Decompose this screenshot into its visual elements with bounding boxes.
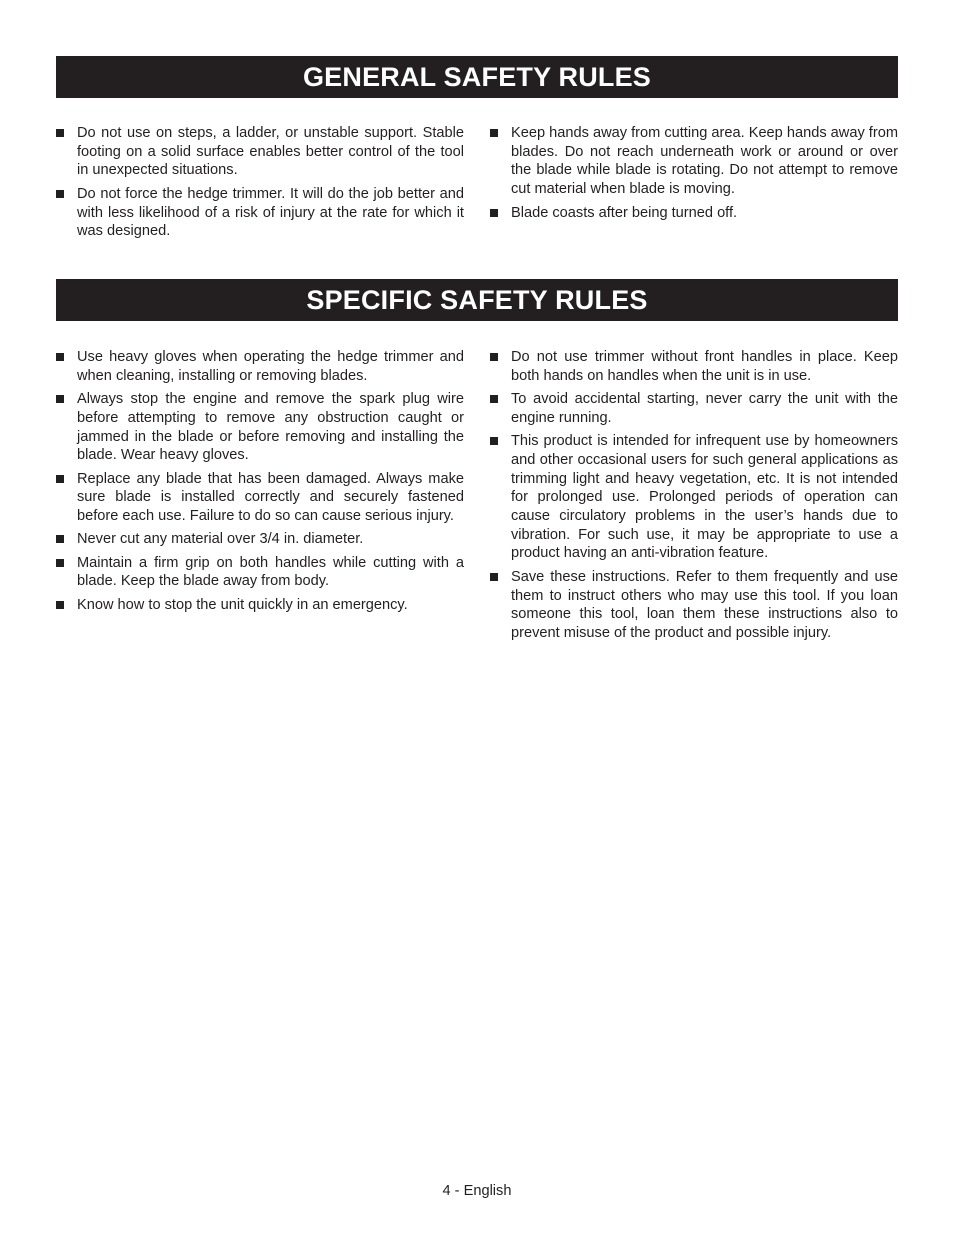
square-bullet-icon <box>56 129 64 137</box>
specific-rules-left-column <box>56 348 464 619</box>
rule-item <box>490 432 898 563</box>
rule-text: Use heavy gloves when operating the hedge trimmer and when cleaning, installing or removing blades. <box>77 349 464 384</box>
rule-text: Save these instructions. Refer to them frequently and use them to instruct others who may use this tool. If you loan someone this tool, loan them these instructions also to prevent misuse of the product and possible injury. <box>511 568 898 641</box>
rule-item <box>56 470 464 526</box>
rule-item <box>56 390 464 465</box>
general-rules-left-column <box>56 124 464 246</box>
square-bullet-icon <box>56 601 64 609</box>
square-bullet-icon <box>56 190 64 198</box>
general-safety-rules-heading: GENERAL SAFETY RULES <box>56 56 898 98</box>
rule-item <box>490 124 898 199</box>
rule-text: This product is intended for infrequent use by homeowners and other occasional users for such general applications as trimming light and heavy vegetation, etc. It is not intended for prolonged use. Prolonged periods of operation can cause circulatory problems in the user’s hands due to vibration. For such use, it may be appropriate to use a product having an anti-vibration feature. <box>511 433 898 562</box>
square-bullet-icon <box>56 475 64 483</box>
square-bullet-icon <box>56 395 64 403</box>
square-bullet-icon <box>490 395 498 403</box>
rule-text: Keep hands away from cutting area. Keep hands away from blades. Do not reach underneath work or around or over the blade while blade is rotating. Do not attempt to remove cut material when blade is moving. <box>511 125 898 198</box>
rule-item <box>56 554 464 591</box>
rule-text: Always stop the engine and remove the spark plug wire before attempting to remove any obstruction caught or jammed in the blade or before removing and installing the blade. Wear heavy gloves. <box>77 391 464 464</box>
square-bullet-icon <box>490 353 498 361</box>
square-bullet-icon <box>56 559 64 567</box>
rule-item <box>56 348 464 385</box>
square-bullet-icon <box>56 353 64 361</box>
rule-item <box>56 185 464 241</box>
rule-text: Do not use trimmer without front handles in place. Keep both hands on handles when the unit is in use. <box>511 349 898 384</box>
square-bullet-icon <box>490 437 498 445</box>
rule-text: Know how to stop the unit quickly in an emergency. <box>77 596 408 613</box>
rule-text: Never cut any material over 3/4 in. diameter. <box>77 531 364 548</box>
square-bullet-icon <box>490 573 498 581</box>
rule-item <box>490 390 898 427</box>
rule-item <box>490 204 898 223</box>
rule-item <box>56 124 464 180</box>
rule-item <box>56 530 464 549</box>
specific-safety-rules-heading: SPECIFIC SAFETY RULES <box>56 279 898 321</box>
rule-item <box>490 348 898 385</box>
rule-text: Replace any blade that has been damaged. Always make sure blade is installed correctly and securely fastened before each use. Failure to do so can cause serious injury. <box>77 470 464 524</box>
square-bullet-icon <box>56 535 64 543</box>
rule-text: Blade coasts after being turned off. <box>511 204 738 221</box>
rule-text: Do not use on steps, a ladder, or unstable support. Stable footing on a solid surface enables better control of the tool in unexpected situations. <box>77 125 464 179</box>
general-rules-right-column <box>490 124 898 227</box>
rule-text: Do not force the hedge trimmer. It will do the job better and with less likelihood of a risk of injury at the rate for which it was designed. <box>77 185 464 240</box>
page-footer: 4 - English <box>442 1183 512 1199</box>
rule-item <box>56 596 464 615</box>
rule-text: Maintain a firm grip on both handles while cutting with a blade. Keep the blade away from body. <box>77 554 464 590</box>
specific-rules-right-column <box>490 348 898 647</box>
square-bullet-icon <box>490 209 498 217</box>
square-bullet-icon <box>490 129 498 137</box>
rule-text: To avoid accidental starting, never carry the unit with the engine running. <box>511 391 898 426</box>
rule-item <box>490 568 898 643</box>
